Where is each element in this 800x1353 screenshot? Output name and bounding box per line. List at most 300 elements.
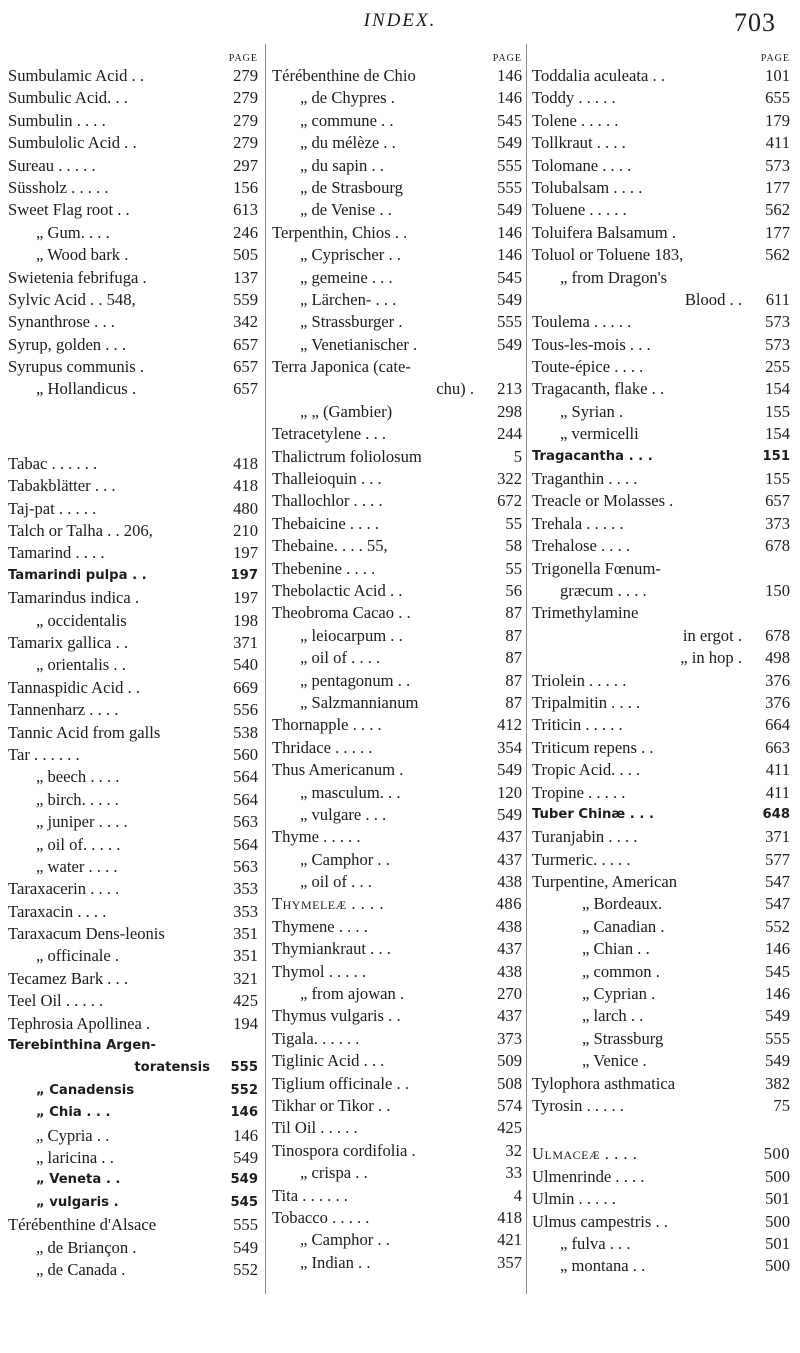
index-term: Tephrosia Apollinea .: [8, 1013, 151, 1033]
index-page-ref: 279: [233, 66, 258, 85]
index-term: „ gemeine . . .: [300, 267, 393, 287]
index-term: Toddy . . . . .: [532, 88, 616, 108]
index-page-ref: 547: [765, 872, 790, 892]
index-entry: [8, 990, 258, 1012]
index-term: toratensis: [134, 1060, 210, 1076]
index-page-ref: 657: [233, 379, 258, 399]
index-term: Sylvic Acid . . 548,: [8, 289, 136, 309]
index-entry: [272, 1028, 522, 1050]
index-page-ref: 549: [230, 1172, 258, 1188]
index-page-ref: 438: [497, 872, 522, 892]
index-entry: [8, 1080, 258, 1102]
index-entry: [532, 199, 790, 221]
index-term: Terra Japonica (cate-: [272, 357, 411, 377]
index-term: „ from ajowan .: [300, 984, 405, 1004]
page-column-label: PAGE: [228, 53, 258, 64]
index-entry: [8, 744, 258, 766]
index-term: in ergot .: [682, 625, 742, 645]
index-entry: [8, 587, 258, 609]
index-entry: [272, 961, 522, 983]
index-entry: [272, 1207, 522, 1229]
index-entry: [532, 714, 790, 736]
index-entry: [532, 804, 790, 826]
index-term: „ common .: [582, 961, 660, 981]
index-entry: [532, 311, 790, 333]
index-page-ref: 146: [765, 984, 790, 1004]
index-entry: [272, 1095, 522, 1117]
index-entry: [8, 968, 258, 990]
index-term: Sureau . . . . .: [8, 155, 96, 175]
index-term: „ officinale .: [36, 946, 120, 966]
index-page-ref: 87: [505, 670, 522, 690]
running-title: INDEX.: [363, 10, 437, 31]
index-term: „ occidentalis: [36, 610, 127, 630]
index-entry: [8, 610, 258, 632]
index-page-ref: 577: [765, 849, 790, 869]
index-page-ref: 678: [765, 536, 790, 556]
index-term: „ Salzmannianum: [300, 692, 419, 712]
index-entry: [8, 699, 258, 721]
index-page-ref: 555: [497, 177, 522, 197]
index-page-ref: 678: [765, 625, 790, 645]
index-page-ref: 501: [765, 1233, 790, 1253]
index-entry: [272, 1185, 522, 1207]
index-entry: [8, 1169, 258, 1191]
index-entry: [272, 1252, 522, 1274]
index-page-ref: 573: [765, 334, 790, 354]
index-term: Thalleioquin . . .: [272, 469, 382, 489]
index-entry: [8, 453, 258, 475]
index-page-ref: 357: [497, 1252, 522, 1272]
index-entry: [272, 759, 522, 781]
index-page-ref: 75: [773, 1095, 790, 1115]
index-term: chu) .: [436, 379, 474, 399]
index-entry: [272, 65, 522, 87]
index-term: Tinospora cordifolia .: [272, 1140, 416, 1160]
index-entry: [272, 804, 522, 826]
section-gap: [532, 1117, 790, 1143]
index-page-ref: 279: [233, 110, 258, 130]
index-entry: [532, 602, 790, 624]
index-entry: [272, 199, 522, 221]
index-entry: [532, 580, 790, 602]
index-term: „ Syrian .: [560, 401, 624, 421]
index-page-ref: 663: [765, 737, 790, 757]
index-term: Tannaspidic Acid . .: [8, 677, 141, 697]
index-page-ref: 279: [233, 88, 258, 108]
index-term: Thridace . . . . .: [272, 737, 373, 757]
index-term: Thus Americanum .: [272, 760, 404, 780]
index-page-ref: 177: [765, 222, 790, 242]
index-page-ref: 437: [497, 939, 522, 959]
index-term: Tikhar or Tikor . .: [272, 1095, 391, 1115]
index-term: „ Chia . . .: [36, 1105, 111, 1121]
index-entry: [272, 647, 522, 669]
index-term: Taj-pat . . . . .: [8, 498, 97, 518]
index-entry: [272, 446, 522, 468]
index-page-ref: 549: [233, 1147, 258, 1167]
index-term: Trehala . . . . .: [532, 513, 624, 533]
index-term: Turpentine, American: [532, 872, 678, 892]
index-entry: [272, 132, 522, 154]
index-term: Syrup, golden . . .: [8, 334, 126, 354]
index-entry: [272, 1050, 522, 1072]
index-term: „ de Chypres .: [300, 88, 395, 108]
index-term: Taraxacerin . . . .: [8, 879, 120, 899]
index-page-ref: 55: [505, 558, 522, 578]
index-entry: [532, 692, 790, 714]
index-page-ref: 146: [233, 1125, 258, 1145]
index-term: Thymene . . . .: [272, 916, 368, 936]
index-term: „ Venetianischer .: [300, 334, 418, 354]
index-entry: [272, 311, 522, 333]
index-entry: [532, 65, 790, 87]
index-term: Tita . . . . . .: [272, 1185, 348, 1205]
index-term: Tamarindus indica .: [8, 588, 140, 608]
index-term: Turmeric. . . . .: [532, 849, 631, 869]
index-entry: [8, 520, 258, 542]
index-entry: [8, 1057, 258, 1079]
index-term: „ leiocarpum . .: [300, 625, 403, 645]
index-page-ref: 437: [497, 1006, 522, 1026]
index-page-ref: 538: [233, 722, 258, 742]
index-page-ref: 555: [497, 312, 522, 332]
index-term: Tiglium officinale . .: [272, 1073, 409, 1093]
index-entry: [272, 155, 522, 177]
index-term: Térébenthine d'Alsace: [8, 1215, 157, 1235]
index-term: Ulmenrinde . . . .: [532, 1166, 645, 1186]
index-term: Tannic Acid from galls: [8, 722, 161, 742]
index-term: Thymus vulgaris . .: [272, 1006, 401, 1026]
index-term: „ Venice .: [582, 1051, 647, 1071]
index-term: Triticum repens . .: [532, 737, 654, 757]
index-page-ref: 155: [765, 469, 790, 489]
index-term: „ commune . .: [300, 110, 394, 130]
index-term: Terebinthina Argen-: [8, 1038, 157, 1054]
index-page-ref: 555: [497, 155, 522, 175]
index-page-ref: 549: [233, 1237, 258, 1257]
index-page-ref: 156: [233, 177, 258, 197]
index-term: „ Gum. . . .: [36, 222, 110, 242]
index-page-ref: 549: [765, 1051, 790, 1071]
index-entry: [8, 722, 258, 744]
index-entry: [8, 289, 258, 311]
index-page-ref: 87: [505, 625, 522, 645]
index-term: „ fulva . . .: [560, 1233, 631, 1253]
index-page-ref: 87: [505, 603, 522, 623]
index-page-ref: 354: [497, 737, 522, 757]
index-page-ref: 418: [233, 453, 258, 473]
column-divider: [526, 44, 527, 1294]
index-entry: [532, 535, 790, 557]
index-term: Toute-épice . . . .: [532, 357, 644, 377]
index-term: „ Cyprian .: [582, 984, 656, 1004]
index-entry: [532, 647, 790, 669]
index-page-ref: 498: [765, 648, 790, 668]
index-term: Thymiankraut . . .: [272, 939, 391, 959]
index-entry: [532, 670, 790, 692]
index-term: Tragacantha . . .: [532, 448, 653, 464]
index-page-ref: 648: [762, 806, 790, 822]
index-entry: [8, 542, 258, 564]
index-term: „ Strassburger .: [300, 312, 403, 332]
index-page-ref: 545: [497, 110, 522, 130]
index-entry: [8, 334, 258, 356]
index-entry: [8, 1035, 258, 1057]
index-entry: [272, 1229, 522, 1251]
index-page-ref: 210: [233, 521, 258, 541]
index-page-ref: 270: [497, 984, 522, 1004]
index-term: „ Chian . .: [582, 939, 650, 959]
index-entry: [8, 155, 258, 177]
index-term: Thymeleæ . . . .: [272, 894, 384, 914]
index-page-ref: 120: [497, 782, 522, 802]
index-page-ref: 155: [765, 401, 790, 421]
index-page-ref: 194: [233, 1013, 258, 1033]
index-term: „ laricina . .: [36, 1147, 114, 1167]
index-entry: [8, 811, 258, 833]
index-page-ref: 549: [765, 1006, 790, 1026]
index-entry: [272, 893, 522, 915]
index-entry: [8, 199, 258, 221]
index-term: Teel Oil . . . . .: [8, 991, 104, 1011]
index-page-ref: 418: [497, 1207, 522, 1227]
index-page-ref: 177: [765, 177, 790, 197]
index-page-ref: 486: [495, 894, 522, 914]
index-page-ref: 154: [765, 379, 790, 399]
index-page-ref: 411: [765, 760, 790, 780]
index-page-ref: 549: [497, 200, 522, 220]
index-entry: [8, 1192, 258, 1214]
index-page-ref: 613: [233, 200, 258, 220]
index-entry: [272, 580, 522, 602]
index-page-ref: 373: [765, 513, 790, 533]
index-page-ref: 501: [765, 1189, 790, 1209]
index-entry: [8, 632, 258, 654]
page-column-label: PAGE: [492, 53, 522, 64]
index-entry: [272, 602, 522, 624]
index-entry: [272, 1162, 522, 1184]
index-column-1: [8, 52, 258, 1281]
index-term: „ Indian . .: [300, 1252, 371, 1272]
index-page-ref: 509: [497, 1051, 522, 1071]
index-page-ref: 198: [233, 610, 258, 630]
index-term: Ulmus campestris . .: [532, 1211, 668, 1231]
index-entry: [532, 356, 790, 378]
index-entry: [532, 1188, 790, 1210]
index-page-ref: 555: [230, 1060, 258, 1076]
index-term: Synanthrose . . .: [8, 312, 115, 332]
index-entry: [272, 334, 522, 356]
index-page-ref: 669: [233, 677, 258, 697]
index-page-ref: 552: [765, 916, 790, 936]
index-page-ref: 56: [505, 580, 522, 600]
index-entry: [532, 1028, 790, 1050]
index-entry: [8, 222, 258, 244]
index-term: Thornapple . . . .: [272, 715, 382, 735]
index-entry: [532, 849, 790, 871]
index-page-ref: 500: [765, 1211, 790, 1231]
index-page-ref: 549: [497, 133, 522, 153]
index-entry: [272, 1073, 522, 1095]
index-page-ref: 151: [762, 448, 790, 464]
index-term: Tabac . . . . . .: [8, 453, 98, 473]
index-term: Blood . .: [684, 289, 742, 309]
index-page-ref: 154: [765, 424, 790, 444]
page-header: [0, 8, 800, 38]
index-page-ref: 322: [497, 469, 522, 489]
index-term: „ Veneta . .: [36, 1172, 121, 1188]
index-term: Til Oil . . . . .: [272, 1118, 358, 1138]
index-term: Sumbulic Acid. . .: [8, 88, 128, 108]
index-page-ref: 547: [765, 894, 790, 914]
index-entry: [272, 849, 522, 871]
index-term: Tolubalsam . . . .: [532, 177, 643, 197]
index-entry: [272, 737, 522, 759]
index-page-ref: 353: [233, 879, 258, 899]
index-entry: [272, 983, 522, 1005]
index-page-ref: 437: [497, 849, 522, 869]
index-page-ref: 376: [765, 670, 790, 690]
index-entry: [8, 834, 258, 856]
index-entry: [8, 1125, 258, 1147]
index-entry: [532, 916, 790, 938]
index-entry: [532, 401, 790, 423]
index-entry: [8, 244, 258, 266]
index-entry: [532, 1211, 790, 1233]
index-entry: [532, 938, 790, 960]
index-page-ref: 411: [765, 782, 790, 802]
index-page-ref: 197: [230, 567, 258, 583]
index-page-ref: 672: [497, 491, 522, 511]
index-page-ref: 560: [233, 744, 258, 764]
index-entry: [8, 654, 258, 676]
index-page-ref: 437: [497, 827, 522, 847]
index-term: Swietenia febrifuga .: [8, 267, 147, 287]
index-page-ref: 146: [765, 939, 790, 959]
index-page-ref: 213: [497, 379, 522, 399]
index-entry: [272, 826, 522, 848]
index-page-ref: 573: [765, 155, 790, 175]
index-term: Tetracetylene . . .: [272, 424, 387, 444]
index-term: „ water . . . .: [36, 856, 118, 876]
index-term: Tamarind . . . .: [8, 543, 105, 563]
index-page-ref: 562: [765, 200, 790, 220]
index-entry: [532, 558, 790, 580]
index-entry: [8, 878, 258, 900]
index-term: Thalictrum foliolosum: [272, 446, 422, 466]
page-column-label: PAGE: [760, 53, 790, 64]
index-entry: [532, 110, 790, 132]
index-page-ref: 298: [497, 401, 522, 421]
index-entry: [532, 1005, 790, 1027]
index-entry: [8, 1147, 258, 1169]
index-term: Talch or Talha . . 206,: [8, 521, 153, 541]
index-page-ref: 549: [497, 804, 522, 824]
index-page-ref: 555: [765, 1028, 790, 1048]
index-entry: [272, 356, 522, 378]
index-term: „ in hop .: [680, 648, 742, 668]
index-term: Traganthin . . . .: [532, 469, 638, 489]
index-entry: [532, 289, 790, 311]
index-term: „ juniper . . . .: [36, 812, 128, 832]
index-entry: [532, 893, 790, 915]
index-page-ref: 540: [233, 655, 258, 675]
index-page-ref: 246: [233, 222, 258, 242]
index-entry: [8, 1214, 258, 1236]
index-term: Thyme . . . . .: [272, 827, 361, 847]
index-term: Toluifera Balsamum .: [532, 222, 676, 242]
index-page-ref: 373: [497, 1028, 522, 1048]
index-term: „ vulgaris .: [36, 1194, 119, 1210]
index-entry: [272, 1140, 522, 1162]
index-term: Tollkraut . . . .: [532, 133, 626, 153]
index-term: Syrupus communis .: [8, 357, 144, 377]
index-entry: [532, 1255, 790, 1277]
index-term: Thallochlor . . . .: [272, 491, 383, 511]
index-entry: [272, 938, 522, 960]
index-page-ref: 664: [765, 715, 790, 735]
index-entry: [8, 901, 258, 923]
index-term: „ Wood bark .: [36, 245, 129, 265]
index-page-ref: 146: [497, 245, 522, 265]
index-term: Trigonella Fœnum-: [532, 558, 661, 578]
index-page-ref: 556: [233, 700, 258, 720]
index-page-ref: 564: [233, 834, 258, 854]
index-page-ref: 421: [497, 1230, 522, 1250]
index-entry: [532, 759, 790, 781]
index-term: „ Camphor . .: [300, 1230, 390, 1250]
index-entry: [532, 468, 790, 490]
index-page-ref: 4: [513, 1185, 522, 1205]
index-term: Ulmin . . . . .: [532, 1189, 616, 1209]
index-entry: [532, 1233, 790, 1255]
index-page-ref: 351: [233, 946, 258, 966]
index-term: Taraxacum Dens-leonis: [8, 924, 165, 944]
index-term: „ vermicelli: [560, 424, 639, 444]
index-entry: [8, 110, 258, 132]
index-entry: [8, 378, 258, 400]
index-page-ref: 545: [497, 267, 522, 287]
index-term: Sweet Flag root . .: [8, 200, 130, 220]
index-entry: [532, 782, 790, 804]
index-entry: [8, 475, 258, 497]
index-entry: [8, 1013, 258, 1035]
index-entry: [8, 177, 258, 199]
index-page-ref: 371: [765, 827, 790, 847]
index-term: Térébenthine de Chio: [272, 66, 416, 85]
index-entry: [272, 177, 522, 199]
index-term: „ Bordeaux.: [582, 894, 663, 914]
index-term: „ Lärchen- . . .: [300, 289, 397, 309]
index-page-ref: 146: [230, 1105, 258, 1121]
index-entry: [272, 267, 522, 289]
index-page-ref: 563: [233, 812, 258, 832]
index-term: „ de Strasbourg: [300, 177, 403, 197]
index-page-ref: 412: [497, 715, 522, 735]
index-term: „ montana . .: [560, 1256, 646, 1276]
index-page-ref: 549: [497, 760, 522, 780]
index-page-ref: 562: [765, 245, 790, 265]
index-term: Triolein . . . . .: [532, 670, 627, 690]
index-entry: [272, 558, 522, 580]
index-entry: [272, 670, 522, 692]
index-entry: [8, 1259, 258, 1281]
index-page-ref: 555: [233, 1215, 258, 1235]
index-term: „ larch . .: [582, 1006, 644, 1026]
index-term: Sumbulamic Acid . .: [8, 66, 144, 85]
index-entry: [532, 737, 790, 759]
